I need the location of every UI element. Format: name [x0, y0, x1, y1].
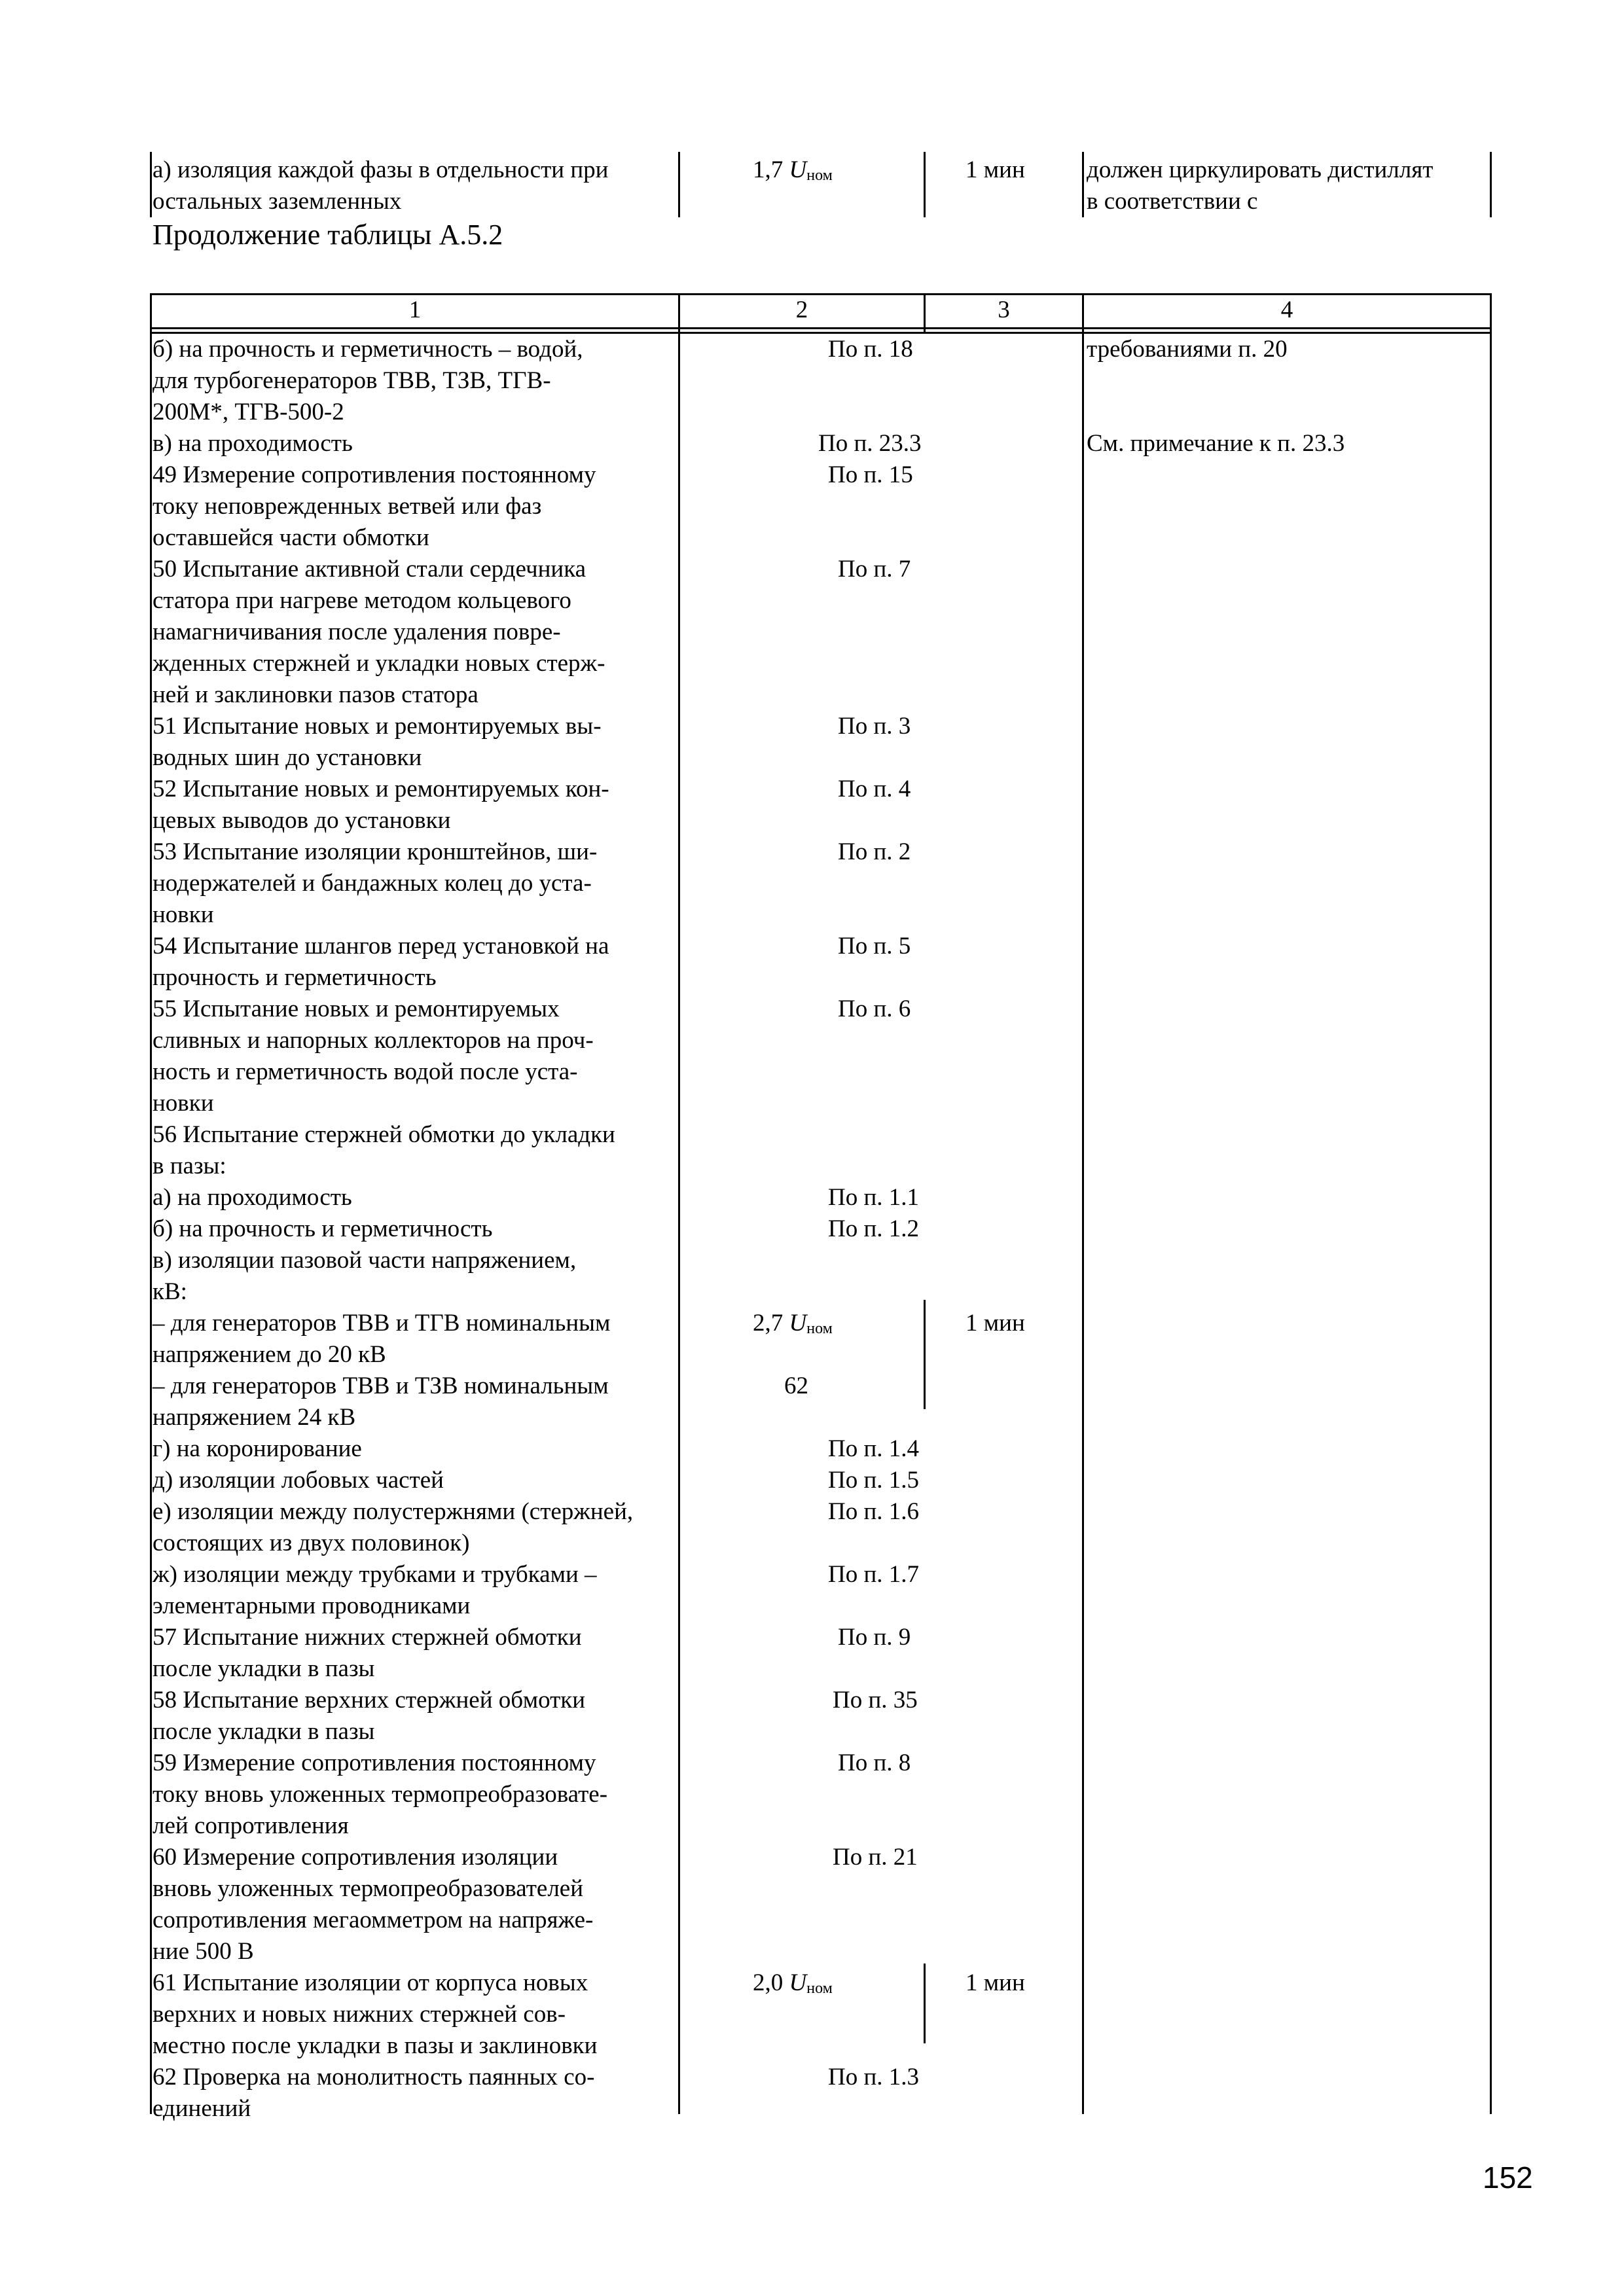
row-50-ref: По п. 7 [838, 556, 911, 583]
row-59-line1: 59 Измерение сопротивления постоянному [153, 1749, 596, 1776]
row-50-line1: 50 Испытание активной стали сердечника [153, 556, 586, 583]
row-53-line1: 53 Испытание изоляции кронштейнов, ши- [153, 838, 598, 865]
row-60-line1: 60 Измерение сопротивления изоляции [153, 1844, 558, 1871]
row-53-ref: По п. 2 [838, 838, 911, 865]
row-49-ref: По п. 15 [828, 461, 913, 488]
row-tvv-tzv-line2: напряжением 24 кВ [153, 1404, 356, 1431]
row-61-line3: местно после укладки в пазы и заклиновки [153, 2032, 598, 2059]
top-row-duration: 1 мин [965, 156, 1025, 183]
row-56b-ref: По п. 1.2 [828, 1215, 920, 1242]
row-60-ref: По п. 21 [833, 1844, 918, 1871]
row-57-ref: По п. 9 [838, 1624, 911, 1651]
brace-row-61 [924, 1964, 926, 2043]
row-54-line1: 54 Испытание шлангов перед установкой на [153, 933, 609, 960]
table-border-left [150, 293, 152, 2114]
header-col-2: 2 [795, 296, 808, 323]
row-49-line2: току неповрежденных ветвей или фаз [153, 493, 542, 520]
row-56d-ref: По п. 1.5 [828, 1467, 920, 1494]
row-v-note: См. примечание к п. 23.3 [1087, 430, 1345, 457]
row-56zh-line2: элементарными проводниками [153, 1592, 471, 1619]
row-56v-line1: в) изоляции пазовой части напряжением, [153, 1247, 577, 1274]
row-62-line2: единений [153, 2095, 251, 2122]
row-tvv-tzv-voltage: 62 [784, 1372, 808, 1399]
row-tvv-tgv-line1: – для генераторов ТВВ и ТГВ номинальным [153, 1310, 611, 1336]
row-62-ref: По п. 1.3 [828, 2064, 920, 2090]
row-58-line1: 58 Испытание верхних стержней обмотки [153, 1687, 586, 1713]
row-56-line2: в пазы: [153, 1153, 226, 1179]
row-50-line3: намагничивания после удаления повре- [153, 619, 561, 645]
header-col-4: 4 [1280, 296, 1293, 323]
row-v-line1: в) на проходимость [153, 430, 353, 457]
top-row-border-2 [924, 152, 926, 217]
top-row-col1-line2: остальных заземленных [153, 188, 402, 215]
row-tvv-tgv-duration: 1 мин [965, 1310, 1025, 1336]
table-caption: Продолжение таблицы А.5.2 [153, 219, 503, 251]
table-column-divider-2-header [924, 293, 926, 334]
row-59-ref: По п. 8 [838, 1749, 911, 1776]
row-56e-ref: По п. 1.6 [828, 1498, 920, 1525]
row-55-line4: новки [153, 1090, 214, 1117]
row-51-line2: водных шин до установки [153, 744, 422, 771]
row-50-line2: статора при нагреве методом кольцевого [153, 587, 571, 614]
page-number: 152 [1483, 2161, 1533, 2195]
top-row-border-3 [1082, 152, 1084, 217]
row-55-line2: сливных и напорных коллекторов на проч- [153, 1027, 594, 1054]
row-b-line3: 200М*, ТГВ-500-2 [153, 399, 344, 425]
row-57-line2: после укладки в пазы [153, 1655, 375, 1682]
row-56g-line1: г) на коронирование [153, 1435, 362, 1462]
row-56v-line2: кВ: [153, 1278, 187, 1305]
top-row-col1-line1: а) изоляция каждой фазы в отдельности при [153, 156, 609, 183]
row-b-line1: б) на прочность и герметичность – водой, [153, 336, 583, 363]
row-b-line2: для турбогенераторов ТВВ, ТЗВ, ТГВ- [153, 367, 551, 394]
row-v-ref: По п. 23.3 [818, 430, 922, 457]
row-52-line1: 52 Испытание новых и ремонтируемых кон- [153, 776, 609, 802]
row-61-duration: 1 мин [965, 1969, 1025, 1996]
row-50-line4: жденных стержней и укладки новых стерж- [153, 650, 605, 677]
row-56g-ref: По п. 1.4 [828, 1435, 920, 1462]
top-row-col4-line2: в соответствии с [1087, 188, 1258, 215]
row-55-ref: По п. 6 [838, 996, 911, 1022]
row-56b-line1: б) на прочность и герметичность [153, 1215, 493, 1242]
row-59-line3: лей сопротивления [153, 1812, 349, 1839]
row-61-line2: верхних и новых нижних стержней сов- [153, 2001, 566, 2028]
row-52-ref: По п. 4 [838, 776, 911, 802]
row-58-line2: после укладки в пазы [153, 1718, 375, 1745]
row-56e-line1: е) изоляции между полустержнями (стержней, [153, 1498, 634, 1525]
row-61-line1: 61 Испытание изоляции от корпуса новых [153, 1969, 588, 1996]
row-54-ref: По п. 5 [838, 933, 911, 960]
header-col-1: 1 [408, 296, 422, 323]
row-51-line1: 51 Испытание новых и ремонтируемых вы- [153, 713, 602, 740]
row-60-line4: ние 500 В [153, 1938, 254, 1965]
row-59-line2: току вновь уложенных термопреобразовате- [153, 1781, 608, 1808]
table-column-divider-1 [678, 293, 680, 2114]
header-bottom-border-1 [150, 327, 1492, 329]
table-border-right [1490, 293, 1492, 2114]
row-tvv-tgv-voltage: 2,7 $U_{ном}$ [753, 1310, 833, 1337]
row-55-line3: ность и герметичность водой после уста- [153, 1058, 578, 1085]
row-52-line2: цевых выводов до установки [153, 807, 451, 834]
row-tvv-tzv-line1: – для генераторов ТВВ и ТЗВ номинальным [153, 1372, 609, 1399]
row-56a-line1: а) на проходимость [153, 1184, 352, 1211]
row-51-ref: По п. 3 [838, 713, 911, 740]
row-b-ref: По п. 18 [828, 336, 913, 363]
row-49-line3: оставшейся части обмотки [153, 524, 429, 551]
header-col-3: 3 [998, 296, 1010, 323]
row-49-line1: 49 Измерение сопротивления постоянному [153, 461, 596, 488]
row-b-note: требованиями п. 20 [1087, 336, 1288, 363]
row-62-line1: 62 Проверка на монолитность паянных со- [153, 2064, 595, 2090]
row-61-voltage: 2,0 $U_{ном}$ [753, 1969, 833, 1997]
row-60-line3: сопротивления мегаомметром на напряже- [153, 1907, 594, 1933]
row-55-line1: 55 Испытание новых и ремонтируемых [153, 996, 560, 1022]
row-tvv-tgv-line2: напряжением до 20 кВ [153, 1341, 386, 1368]
top-row-col4-line1: должен циркулировать дистиллят [1087, 156, 1434, 183]
row-57-line1: 57 Испытание нижних стержней обмотки [153, 1624, 582, 1651]
row-56zh-line1: ж) изоляции между трубками и трубками – [153, 1561, 597, 1588]
row-56zh-ref: По п. 1.7 [828, 1561, 920, 1588]
top-row-voltage: 1,7 $U_{ном}$ [753, 156, 833, 184]
row-56e-line2: состоящих из двух половинок) [153, 1530, 470, 1556]
row-56a-ref: По п. 1.1 [828, 1184, 920, 1211]
row-54-line2: прочность и герметичность [153, 964, 437, 991]
brace-row-56v [924, 1300, 926, 1409]
table-column-divider-3 [1082, 293, 1084, 2114]
top-row-border-right [1490, 152, 1492, 217]
row-58-ref: По п. 35 [833, 1687, 918, 1713]
top-row-border-left [150, 152, 152, 217]
row-53-line2: нодержателей и бандажных колец до уста- [153, 870, 592, 897]
row-53-line3: новки [153, 901, 214, 928]
row-56-line1: 56 Испытание стержней обмотки до укладки [153, 1121, 615, 1148]
row-50-line5: ней и заклиновки пазов статора [153, 681, 478, 708]
top-row-border-1 [678, 152, 680, 217]
row-56d-line1: д) изоляции лобовых частей [153, 1467, 444, 1494]
row-60-line2: вновь уложенных термопреобразователей [153, 1875, 584, 1902]
